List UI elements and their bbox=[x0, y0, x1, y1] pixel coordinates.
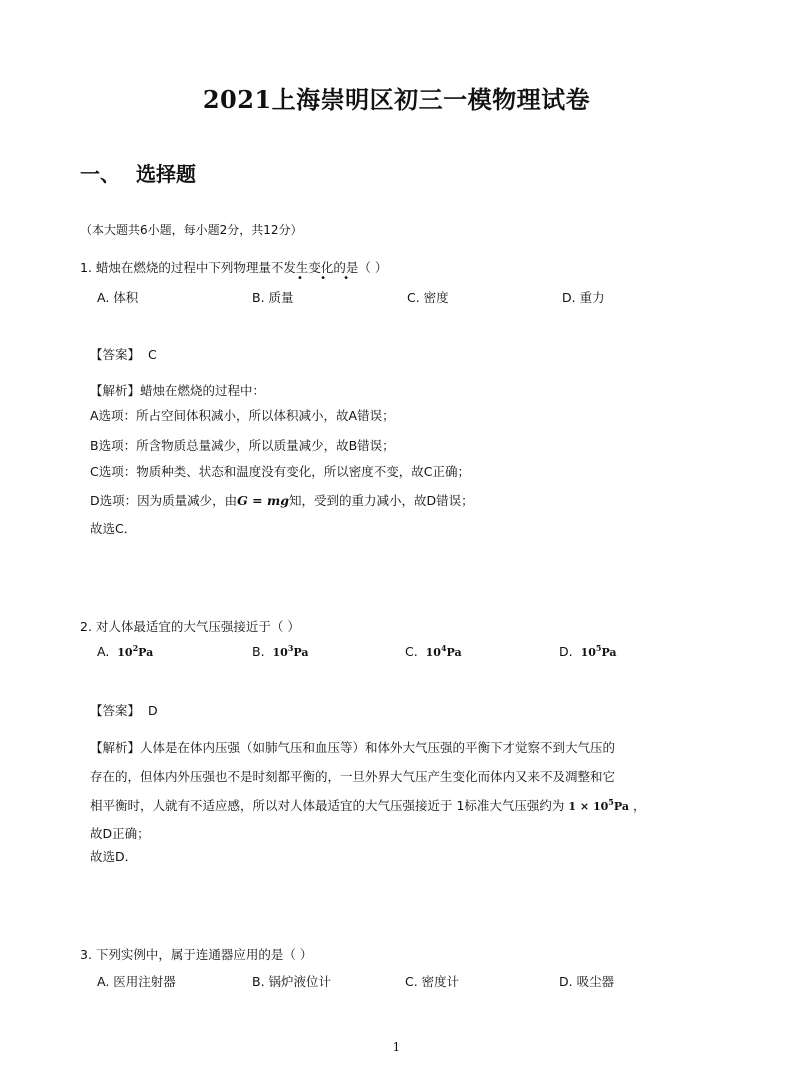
page-number: 1 bbox=[392, 1040, 401, 1054]
section-number: 一、 bbox=[80, 162, 120, 186]
option-value: $10^5Pa$ bbox=[580, 643, 617, 659]
document-title: 2021上海崇明区初三一模物理试卷 bbox=[202, 85, 591, 114]
question-1-option-c: C. 密度 bbox=[407, 290, 449, 305]
question-3-option-b: B. 锅炉液位计 bbox=[252, 974, 332, 989]
question-1-analysis-line: C选项：物质种类、状态和温度没有变化，所以密度不变，故C正确； bbox=[90, 464, 470, 479]
question-2-analysis-line: 故D正确； bbox=[90, 826, 150, 841]
gravity-formula: G = mg bbox=[237, 493, 289, 508]
question-2-option-a bbox=[97, 644, 153, 659]
option-letter: C. bbox=[405, 644, 418, 659]
question-1-analysis-line: A选项：所占空间体积减小，所以体积减小，故A错误； bbox=[90, 408, 395, 423]
question-2-conclusion: 故选D． bbox=[90, 849, 138, 864]
line-d-text: D选项：因为质量减少，由 bbox=[90, 493, 238, 508]
question-1-option-b: B. 质量 bbox=[252, 290, 294, 305]
question-2-analysis-line-formula bbox=[90, 796, 645, 814]
question-1-analysis-line-d bbox=[90, 491, 474, 509]
question-2-analysis-line: 存在的，但体内外压强也不是时刻都平衡的，一旦外界大气压产生变化而体内又来不及凋整和它 bbox=[90, 769, 616, 784]
option-letter: B. bbox=[252, 644, 265, 659]
section-note: （本大题共6小题，每小题2分，共12分） bbox=[80, 223, 303, 237]
section-heading bbox=[80, 158, 196, 187]
answer-label: 【答案】 bbox=[90, 347, 141, 362]
question-2-answer bbox=[90, 701, 158, 719]
pressure-formula: $1 \times 10^5Pa$ bbox=[568, 797, 629, 813]
question-1-analysis-head: 【解析】蜡烛在燃烧的过程中： bbox=[90, 383, 266, 398]
option-letter: D. bbox=[559, 644, 573, 659]
question-2-option-b bbox=[252, 644, 309, 659]
question-1-stem: 1. 蜡烛在燃烧的过程中下列物理量不发生变化的是（ ） bbox=[80, 260, 388, 275]
line-d-text-end: 知，受到的重力减小，故D错误； bbox=[288, 493, 474, 508]
question-1-option-a: A. 体积 bbox=[97, 290, 139, 305]
option-letter: A. bbox=[97, 644, 110, 659]
question-1-answer bbox=[90, 345, 157, 363]
answer-label: 【答案】 bbox=[90, 703, 141, 718]
emphasis-dots: • • • bbox=[297, 273, 357, 284]
question-2-option-d bbox=[559, 644, 617, 659]
answer-value: C bbox=[147, 347, 157, 362]
question-3-option-a: A. 医用注射器 bbox=[97, 974, 176, 989]
option-value: $10^4Pa$ bbox=[425, 643, 462, 659]
option-value: $10^2Pa$ bbox=[117, 643, 154, 659]
analysis-text: 相平衡时，人就有不适应感，所以对人体最适宜的大气压强接近于 1标准大气压强约为 bbox=[90, 798, 565, 813]
question-3-option-c: C. 密度计 bbox=[405, 974, 460, 989]
section-title: 选择题 bbox=[136, 162, 196, 186]
option-value: $10^3Pa$ bbox=[272, 643, 309, 659]
question-1-conclusion: 故选C． bbox=[90, 521, 137, 536]
question-1-analysis-line: B选项：所含物质总量减少，所以质量减少，故B错误； bbox=[90, 438, 395, 453]
question-2-analysis-line: 【解析】人体是在体内压强（如肺气压和血压等）和体外大气压强的平衡下才觉察不到大气压的 bbox=[90, 740, 616, 755]
question-2-option-c bbox=[405, 644, 462, 659]
answer-value: D bbox=[147, 703, 158, 718]
question-1-option-d: D. 重力 bbox=[562, 290, 605, 305]
analysis-text-end: ， bbox=[632, 798, 646, 813]
question-3-stem: 3. 下列实例中，属于连通器应用的是（ ） bbox=[80, 947, 313, 962]
question-2-stem: 2. 对人体最适宜的大气压强接近于（ ） bbox=[80, 619, 300, 634]
question-3-option-d: D. 吸尘器 bbox=[559, 974, 615, 989]
